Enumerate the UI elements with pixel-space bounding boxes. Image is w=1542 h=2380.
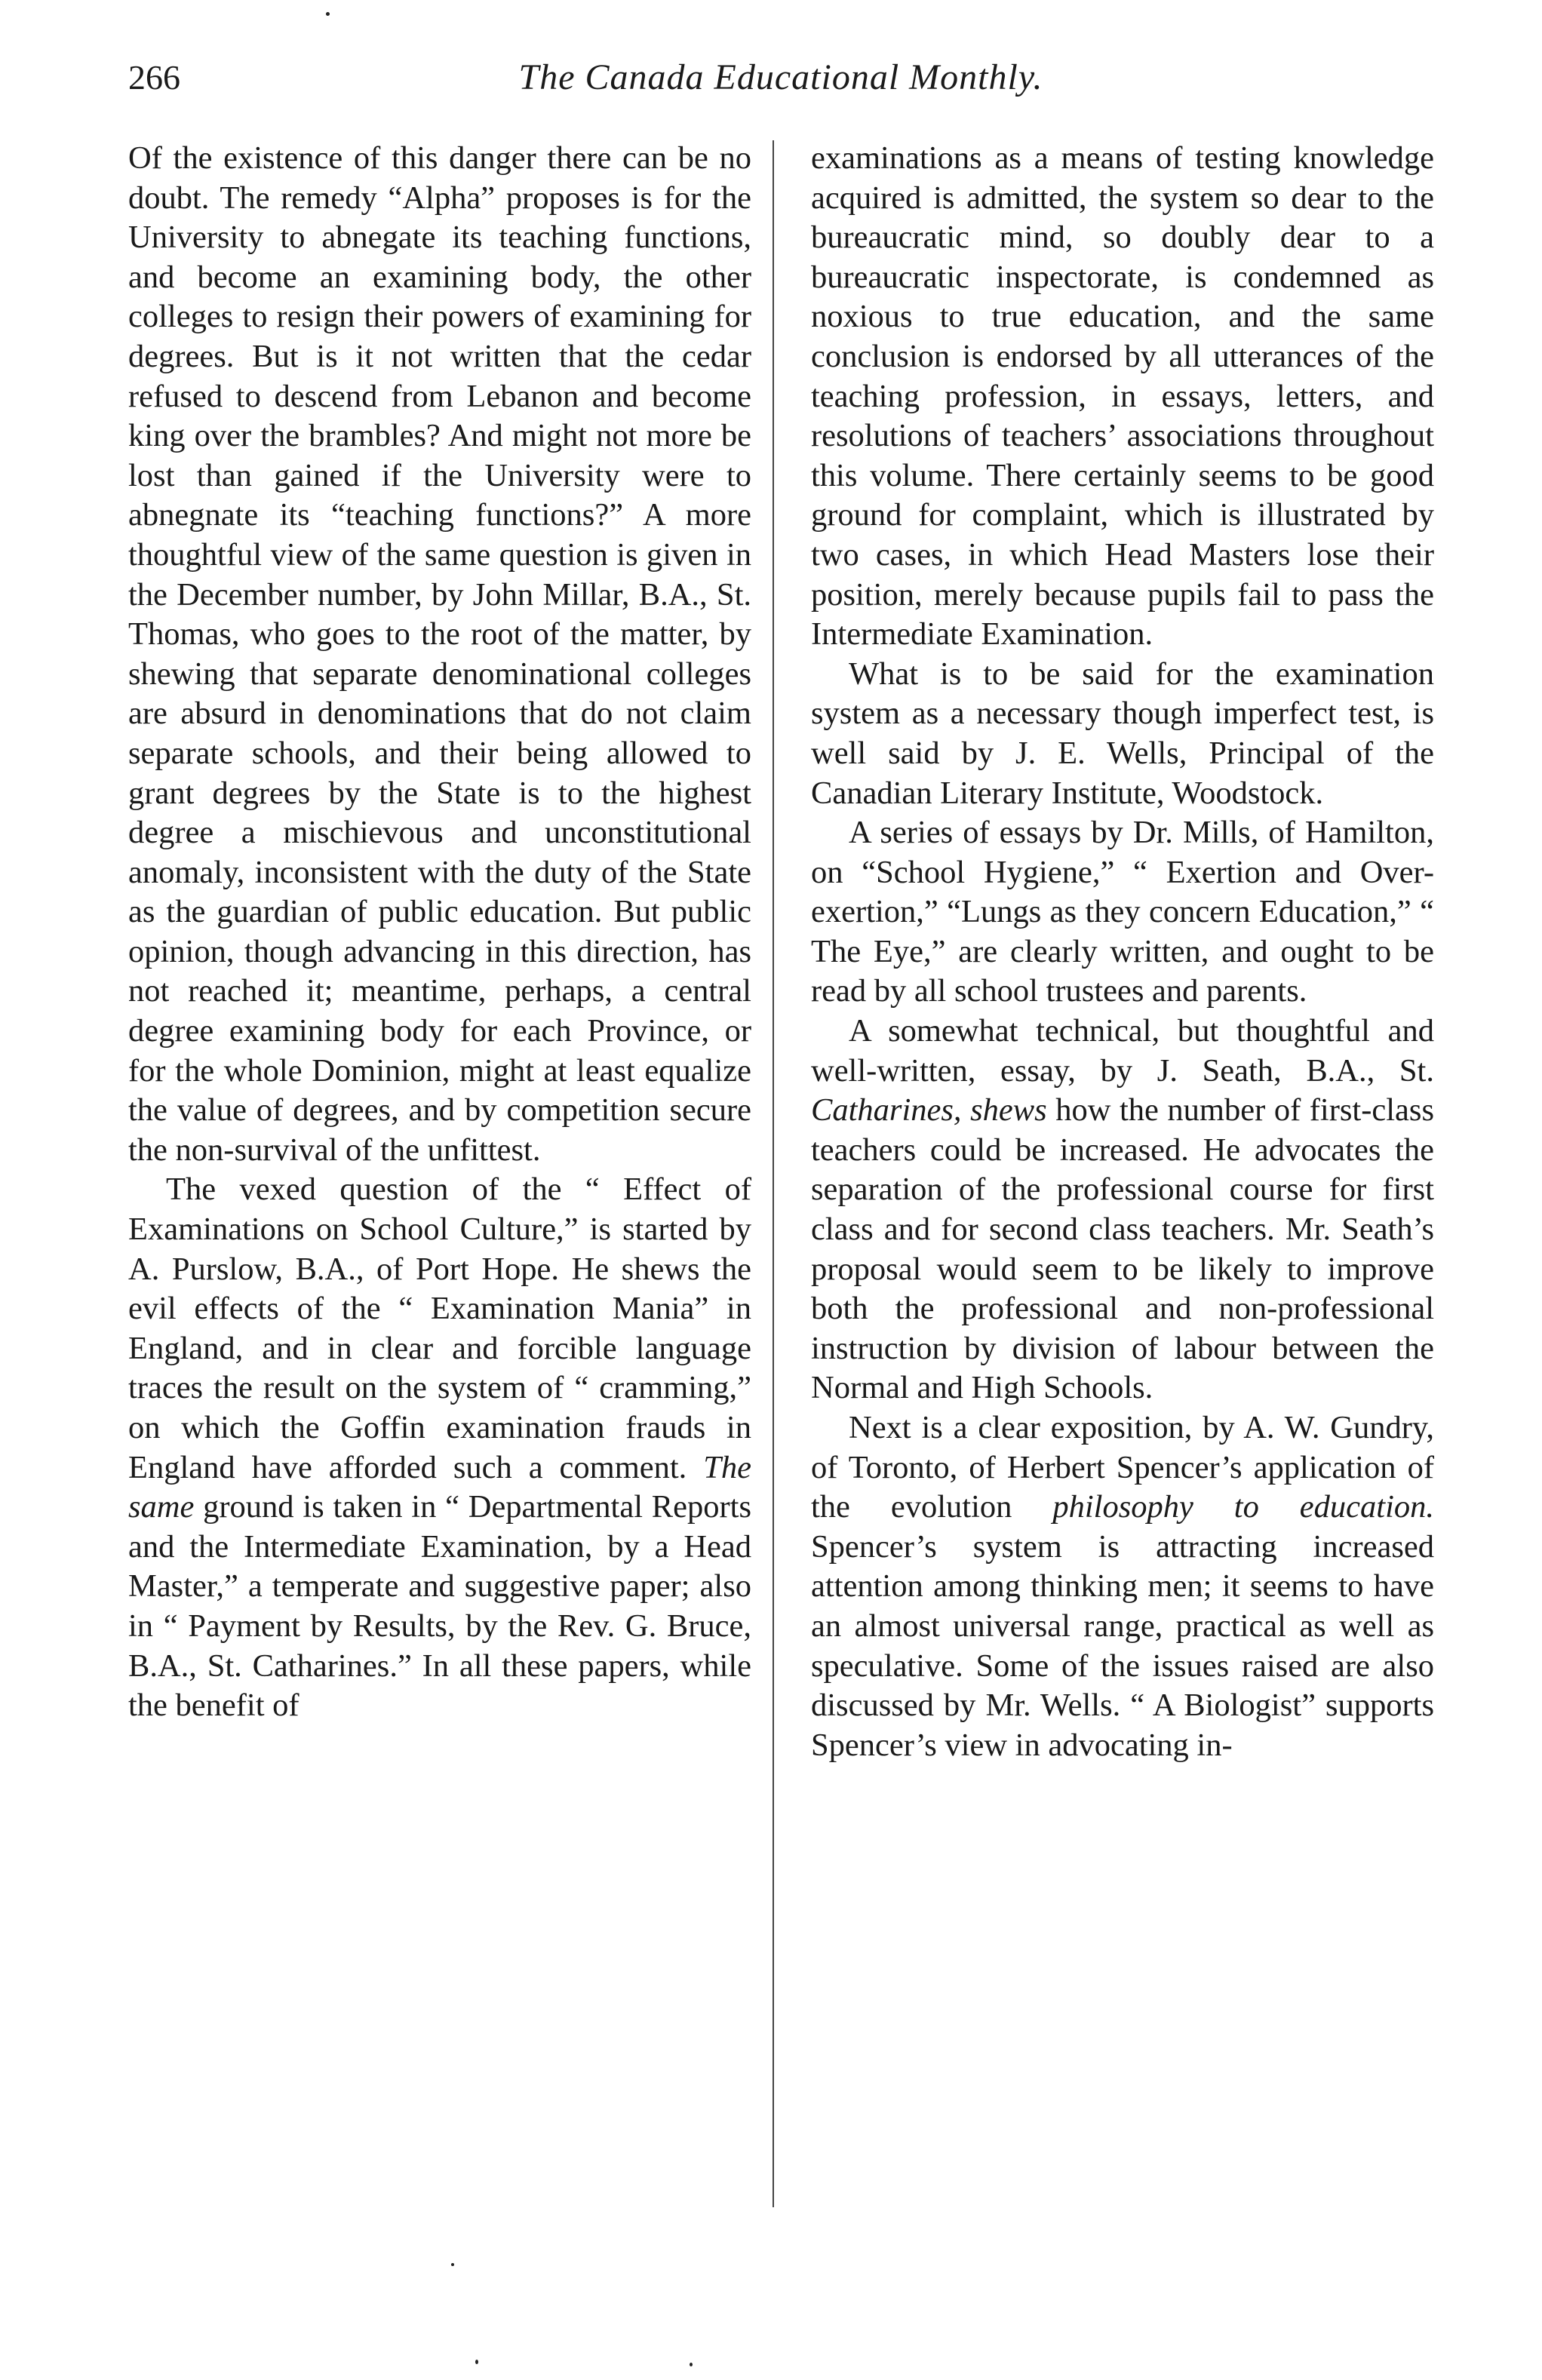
right-paragraph-5 — [811, 1408, 1434, 1765]
right-paragraph-5-text-c: Spencer’s system is attracting increased attention among thinking men; it seems to have an almost universal range, practical as well as speculative. Some of the issues raised are also discussed by Mr. Wells. “ A Biologist” supports Spencer’s view in advocating in- — [811, 1528, 1434, 1763]
scan-speck — [326, 12, 330, 16]
left-paragraph-2 — [128, 1170, 751, 1725]
scan-speck — [451, 2263, 454, 2266]
column-divider — [773, 140, 774, 2207]
right-paragraph-4-italic: Catharines, shews — [811, 1092, 1047, 1129]
right-paragraph-4-text-c: how the number of first-class teachers could be increased. He advocates the separation of the professional course for first class and for second class teachers. Mr. Seath’s proposal would seem to be likely to improve both the professional and non-professional instruction by division of labour between the Normal and High Schools. — [811, 1092, 1434, 1406]
scan-speck — [475, 2360, 478, 2364]
left-paragraph-2-text-c: ground is taken in “ Departmental Reports and the Intermediate Examination, by a Head Master,” a temperate and suggestive paper; also in “ Payment by Results, by the Rev. G. Bruce, B.A., St. Catharines.” In all these papers, while the benefit of — [128, 1489, 751, 1724]
scan-speck — [690, 2363, 693, 2366]
right-paragraph-5-italic: philosophy to education. — [1052, 1489, 1435, 1525]
right-paragraph-3: A series of essays by Dr. Mills, of Hamilton, on “School Hygiene,” “ Exertion and Over-exertion,” “Lungs as they concern Education,” “ The Eye,” are clearly written, and ought to be read by all school trustees and parents. — [811, 815, 1434, 1009]
left-paragraph-2-text-a: The vexed question of the “ Effect of Examinations on School Culture,” is started by A. Purslow, B.A., of Port Hope. He shews the evil effects of the “ Examination Mania” in England, and in clear and forcible language traces the result on the system of “ cramming,” on which the Goffin examination frauds in England have afforded such a comment. — [128, 1172, 751, 1485]
right-paragraph-1: examinations as a means of testing knowledge acquired is admitted, the system so dear to the bureaucratic mind, so doubly dear to a bureaucratic inspectorate, is condemned as noxious to true education, and the same conclusion is endorsed by all utterances of the teaching profession, in essays, letters, and resolutions of teachers’ associations throughout this volume. There certainly seems to be good ground for complaint, which is illustrated by two cases, in which Head Masters lose their position, merely because pupils fail to pass the Intermediate Examination. — [811, 140, 1434, 653]
right-column — [811, 139, 1434, 1765]
left-column — [128, 139, 751, 1726]
right-paragraph-4-text-a: A somewhat technical, but thoughtful and well-written, essay, by J. Seath, B.A., St. — [811, 1013, 1434, 1089]
page-number: 266 — [128, 58, 180, 97]
right-paragraph-5-text-a: Next is a clear exposition, by A. W. Gundry, of Toronto, of Herbert Spencer’s application of the evolution — [811, 1410, 1434, 1525]
left-paragraph-1: Of the existence of this danger there can be no doubt. The remedy “Alpha” proposes is for the University to abnegate its teaching functions, and become an examining body, the other colleges to resign their powers of examining for degrees. But is it not written that the cedar refused to descend from Lebanon and become king over the brambles? And might not more be lost than gained if the University were to abnegnate its “teaching functions?” A more thoughtful view of the same question is given in the December number, by John Millar, B.A., St. Thomas, who goes to the root of the matter, by shewing that separate denominational colleges are absurd in denominations that do not claim separate schools, and their being allowed to grant degrees by the State is to the highest degree a mischievous and unconstitutional anomaly, inconsistent with the duty of the State as the guardian of public education. But public opinion, though advancing in this direction, has not reached it; meantime, perhaps, a central degree examining body for each Province, or for the whole Dominion, might at least equalize the value of degrees, and by competition secure the non-survival of the unfittest. — [128, 140, 751, 1168]
right-paragraph-4 — [811, 1012, 1434, 1408]
running-title: The Canada Educational Monthly. — [518, 57, 1043, 97]
left-paragraph-2-italic: The same — [128, 1449, 751, 1525]
page-header — [128, 51, 1433, 104]
right-paragraph-2: What is to be said for the examination system as a necessary though imperfect test, is well said by J. E. Wells, Principal of the Canadian Literary Institute, Woodstock. — [811, 656, 1434, 811]
